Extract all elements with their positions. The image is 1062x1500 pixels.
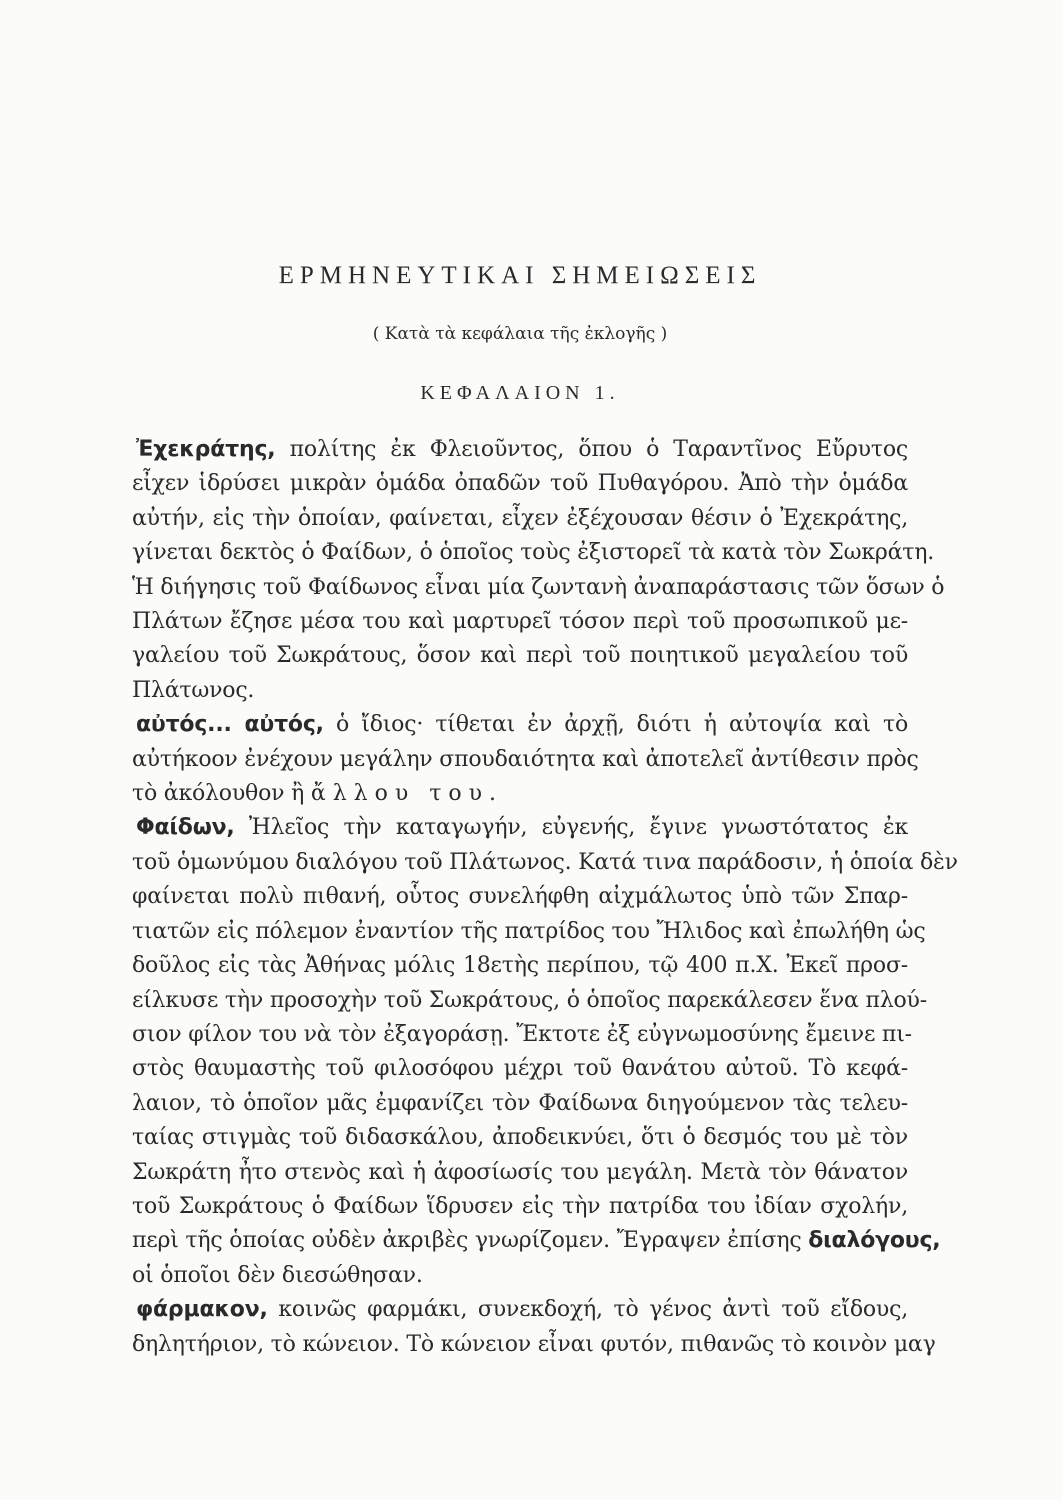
text-line: γαλείου τοῦ Σωκράτους, ὅσον καὶ περὶ τοῦ ποιητικοῦ μεγαλείου τοῦ [132,643,908,669]
text-line: είλκυσε τὴν προσοχὴν τοῦ Σωκράτους, ὁ ὁποῖος παρεκάλεσεν ἕνα πλού- [132,987,927,1013]
lemma-term: φάρμακον, [136,1297,268,1323]
paragraph-phaidon [132,811,958,1293]
page-subtitle: ( Κατὰ τὰ κεφάλαια τῆς ἐκλογῆς ) [372,324,668,344]
lemma-term: αὐτός... αὐτός, [136,712,324,738]
lemma-term: Φαίδων, [136,815,235,841]
line-text: ὁ ἴδιος· τίθεται ἐν ἀρχῇ, διότι ἡ αὐτοψία καὶ τὸ [336,712,908,738]
text-line: τοῦ Σωκράτους ὁ Φαίδων ἵδρυσεν εἰς τὴν πατρίδα του ἰδίαν σχολήν, [132,1193,908,1219]
text-line [132,777,908,811]
line-text: πολίτης ἐκ Φλειοῦντος, ὅπου ὁ Ταραντῖνος Εὔρυτος [289,437,908,462]
text-line: αὐτήν, εἰς τὴν ὁποίαν, φαίνεται, εἶχεν ἐξέχουσαν θέσιν ὁ Ἐχεκράτης, [132,505,908,531]
chapter-heading: ΚΕΦΑΛΑΙΟΝ 1. [420,382,620,404]
paragraph-echekrates [132,433,945,708]
line-text: περὶ τῆς ὁποίας οὐδὲν ἀκριβὲς γνωρίζομεν. Ἔγραψεν ἐπίσης [132,1228,802,1254]
text-line: σιον φίλον του νὰ τὸν ἐξαγοράσῃ. Ἔκτοτε ἐξ εὐγνωμοσύνης ἔμεινε πι- [132,1021,912,1047]
text-line [132,708,908,742]
paragraph-autos [132,708,919,811]
text-line: Σωκράτη ἦτο στενὸς καὶ ἡ ἀφοσίωσίς του μεγάλη. Μετὰ τὸν θάνατον [132,1159,908,1185]
text-line: στὸς θαυμαστὴς τοῦ φιλοσόφου μέχρι τοῦ θανάτου αὐτοῦ. Τὸ κεφά- [132,1056,908,1082]
text-line: Πλάτων ἔζησε μέσα του καὶ μαρτυρεῖ τόσον περὶ τοῦ προσωπικοῦ με- [132,609,908,635]
paragraph-pharmakon [132,1293,936,1362]
line-text: Ἠλεῖος τὴν καταγωγήν, εὐγενής, ἔγινε γνωστότατος ἐκ [248,815,908,841]
text-line: δηλητήριον, τὸ κώνειον. Τὸ κώνειον εἶναι φυτόν, πιθανῶς τὸ κοινὸν μαγ [132,1331,936,1357]
text-line: αὐτήκοον ἐνέχουν μεγάλην σπουδαιότητα καὶ ἀποτελεῖ ἀντίθεσιν πρὸς [132,746,919,772]
line-text: κοινῶς φαρμάκι, συνεκδοχή, τὸ γένος ἀντὶ τοῦ εἴδους, [278,1297,909,1323]
line-text: τὸ ἀκόλουθον ἢ [132,781,305,807]
text-line [132,433,908,467]
text-line: δοῦλος εἰς τὰς Ἀθήνας μόλις 18ετὴς περίπου, τῷ 400 π.Χ. Ἐκεῖ προσ- [132,953,908,979]
text-line: φαίνεται πολὺ πιθανή, οὗτος συνελήφθη αἰχμάλωτος ὑπὸ τῶν Σπαρ- [132,884,908,910]
page-title: ΕΡΜΗΝΕΥΤΙΚΑΙ ΣΗΜΕΙΩΣΕΙΣ [278,262,762,289]
text-line: ταίας στιγμὰς τοῦ διδασκάλου, ἀποδεικνύει, ὅτι ὁ δεσμός του μὲ τὸν [132,1125,908,1151]
text-line: Ἡ διήγησις τοῦ Φαίδωνος εἶναι μία ζωντανὴ ἀναπαράστασις τῶν ὅσων ὁ [132,574,945,600]
spaced-text: ἄλλου του. [310,781,503,807]
page-text [132,262,958,1362]
text-line: λαιον, τὸ ὁποῖον μᾶς ἐμφανίζει τὸν Φαίδωνα διηγούμενον τὰς τελευ- [132,1090,908,1116]
text-line: οἱ ὁποῖοι δὲν διεσώθησαν. [132,1262,423,1288]
emphasis-term: διαλόγους, [808,1228,941,1254]
text-line: τιατῶν εἰς πόλεμον ἐναντίον τῆς πατρίδος του Ἤλιδος καὶ ἐπωλήθη ὡς [132,918,926,944]
text-line: τοῦ ὁμωνύμου διαλόγου τοῦ Πλάτωνος. Κατά τινα παράδοσιν, ἡ ὁποία δὲν [132,849,958,875]
text-line: εἶχεν ἱδρύσει μικρὰν ὁμάδα ὀπαδῶν τοῦ Πυθαγόρου. Ἀπὸ τὴν ὁμάδα [132,471,908,497]
lemma-term: Ἐχεκράτης, [136,437,276,462]
text-line: Πλάτωνος. [132,677,255,703]
text-line [132,1293,908,1327]
text-line [132,811,908,845]
text-line [132,1224,941,1258]
text-line: γίνεται δεκτὸς ὁ Φαίδων, ὁ ὁποῖος τοὺς ἐξιστορεῖ τὰ κατὰ τὸν Σωκράτη. [132,540,935,566]
